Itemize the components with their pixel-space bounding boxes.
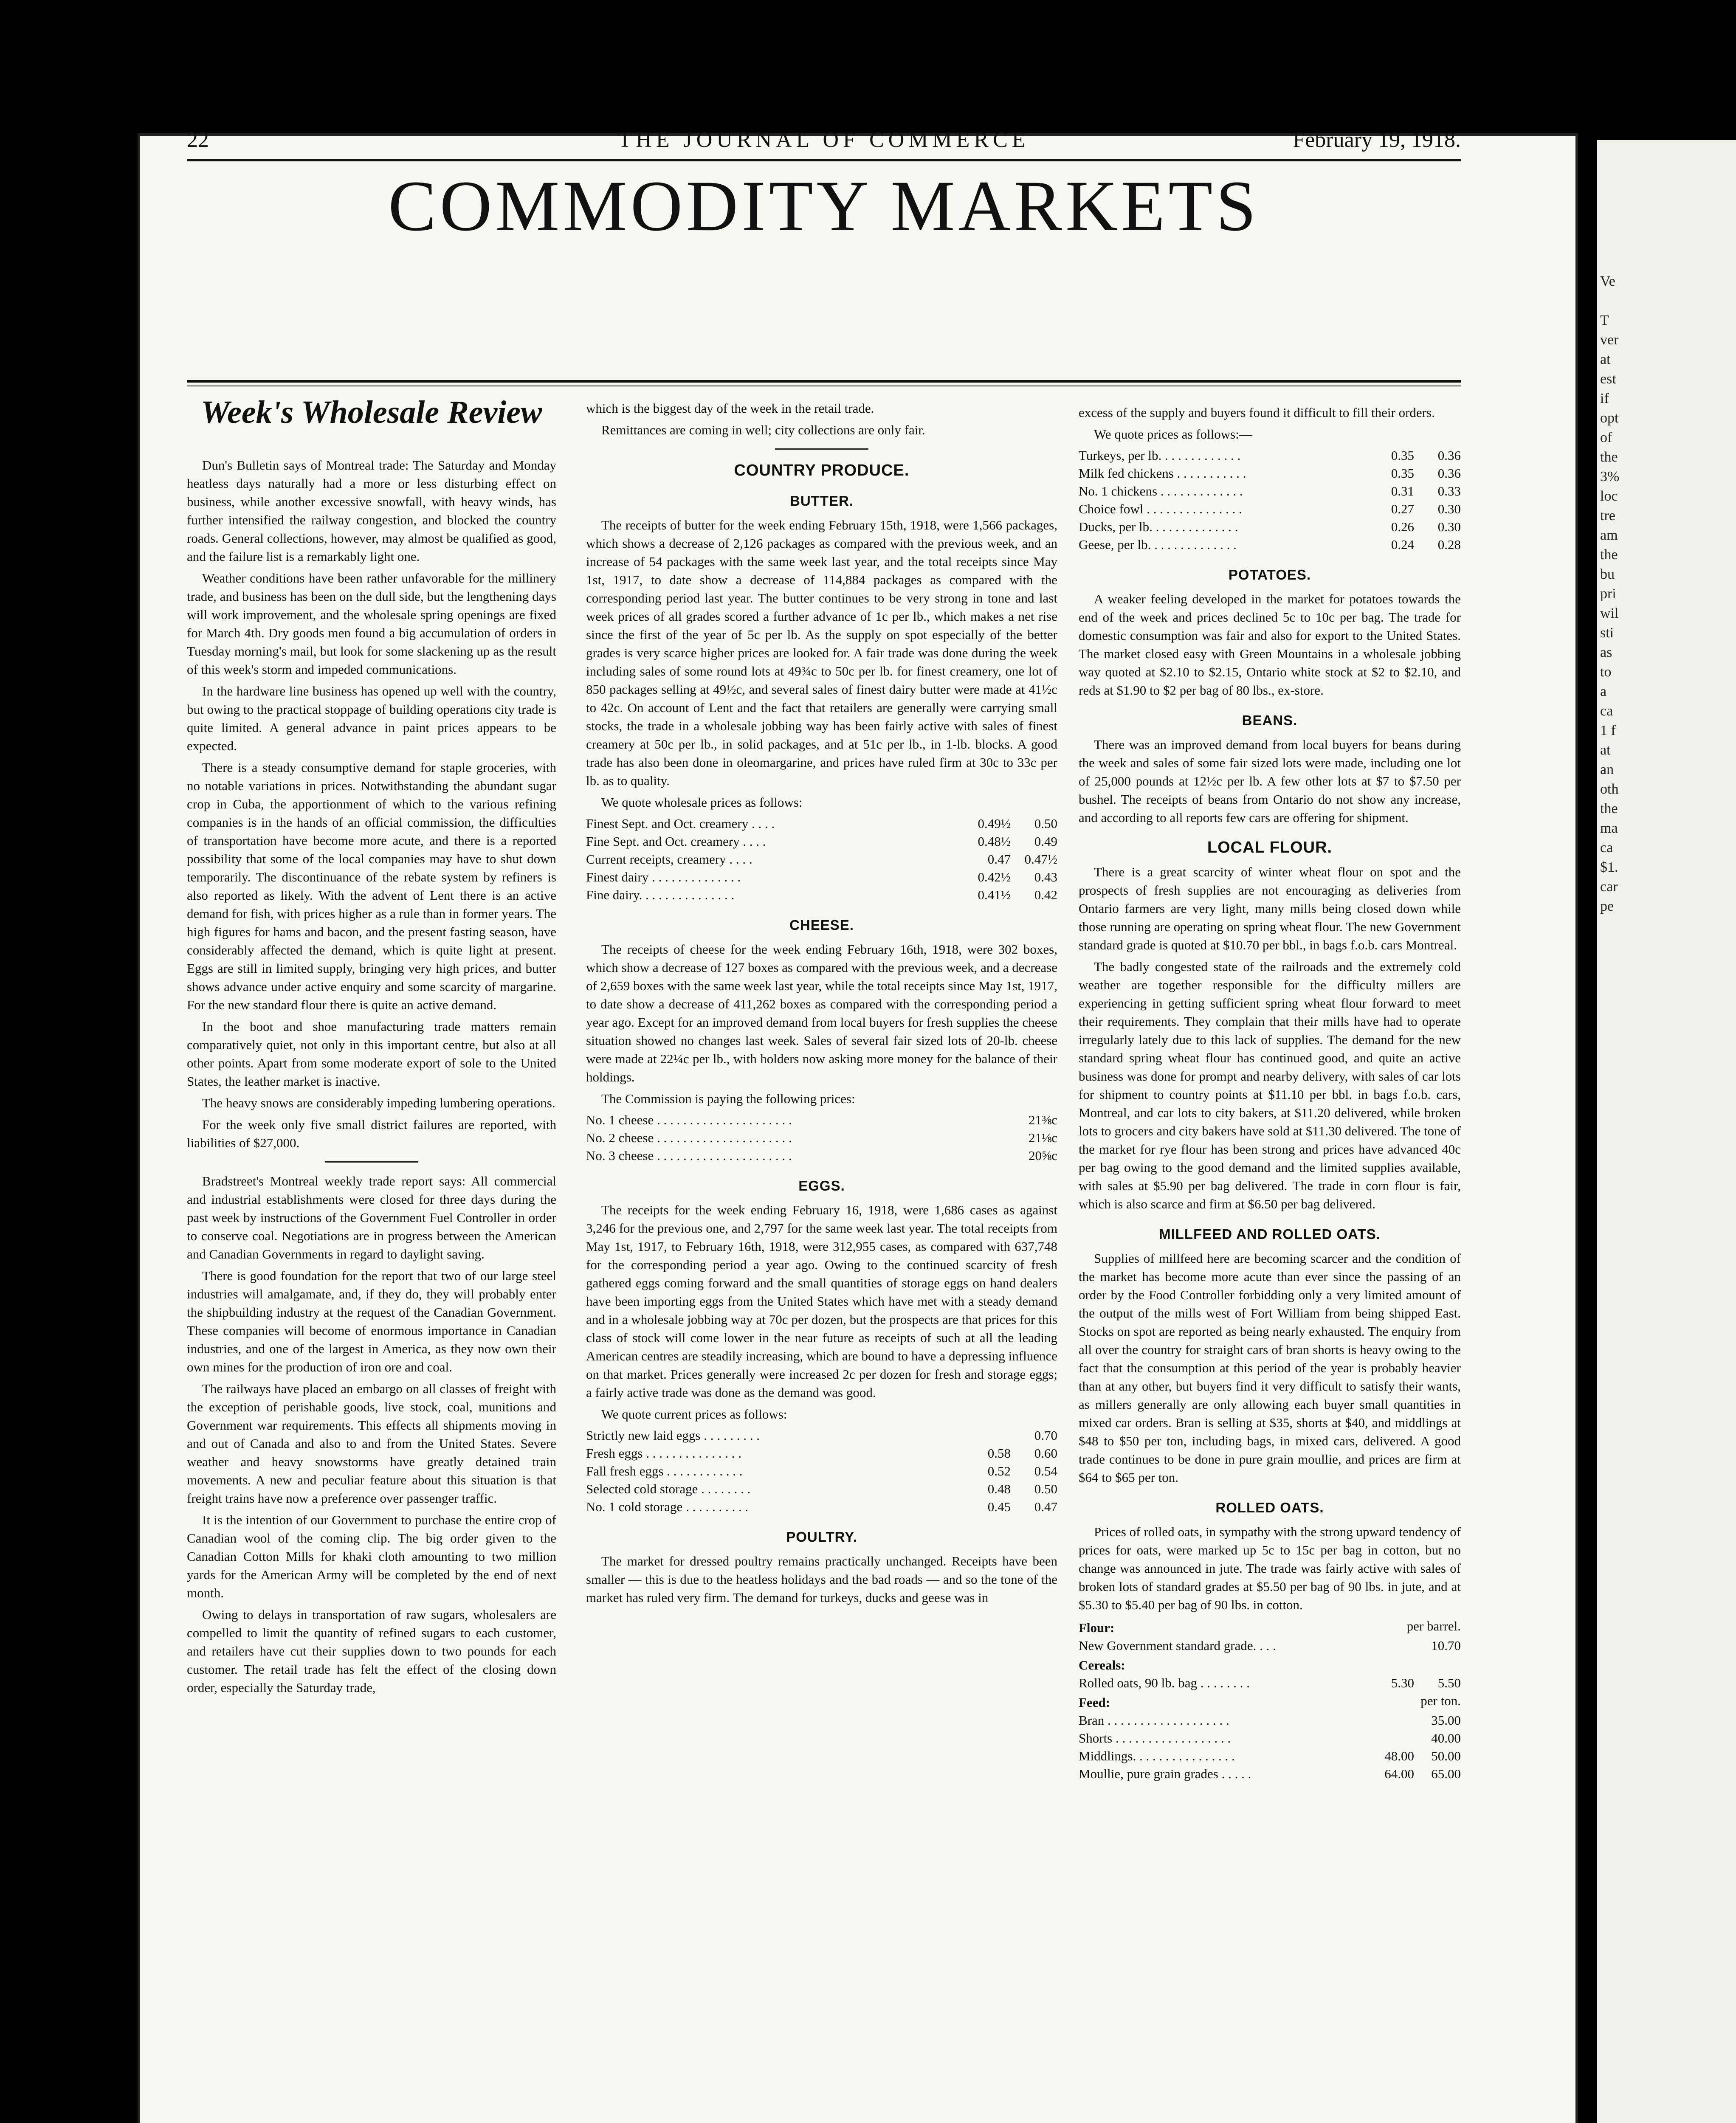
butter-quote: We quote wholesale prices as follows: — [601, 795, 803, 810]
price-item: Fine Sept. and Oct. creamery . . . . — [586, 834, 766, 849]
price-item: No. 2 cheese . . . . . . . . . . . . . . . . . . . . . — [586, 1130, 792, 1145]
flour-price: 10.70 — [1431, 1638, 1461, 1653]
cheese-quote: The Commission is paying the following prices: — [601, 1091, 855, 1106]
price-value: 0.50 — [1034, 816, 1057, 831]
paragraph: The railways have placed an embargo on all classes of freight with the exception of perishable goods, live stock, coal, munitions and Government war requirements. This effects all shipments moving in and out of Canada and also to and from the United States. Severe weather and heavy snowstorms have greatly detained train movements. A new and peculiar feature about this situation is that freight trains have now a preference over passenger traffic. — [187, 1381, 556, 1506]
price-row — [586, 1111, 1057, 1129]
page-number: 22 — [187, 128, 209, 152]
heading-butter: BUTTER. — [790, 493, 854, 509]
price-item: Strictly new laid eggs . . . . . . . . . — [586, 1428, 760, 1443]
bradstreet-paragraphs — [187, 1172, 556, 1697]
cereals-label-row — [1079, 1655, 1461, 1674]
eggs-price-table — [586, 1427, 1057, 1516]
price-value: 20⅝c — [1028, 1148, 1057, 1163]
price-value: 65.00 — [1431, 1766, 1461, 1781]
price-value: 50.00 — [1431, 1749, 1461, 1763]
column-wholesale-review — [187, 395, 556, 1700]
price-row — [586, 1444, 1057, 1462]
paragraph: In the boot and shoe manufacturing trade matters remain comparatively quiet, not only in this important centre, but also at all other points. Apart from some moderate export of sole to the United States, the leather market is inactive. — [187, 1019, 556, 1089]
price-value: 0.36 — [1437, 448, 1461, 463]
paragraph: The heavy snows are considerably impeding lumbering operations. — [202, 1095, 555, 1110]
page-title: COMMODITY MARKETS — [388, 166, 1260, 246]
cereals-low: 5.30 — [1391, 1675, 1414, 1690]
price-row — [586, 1129, 1057, 1147]
price-row — [586, 850, 1057, 868]
price-value: 21⅜c — [1028, 1112, 1057, 1127]
price-value: 48.00 — [1384, 1749, 1414, 1763]
heading-rolled-oats: ROLLED OATS. — [1215, 1500, 1324, 1515]
flour-label: Flour: — [1079, 1620, 1115, 1635]
poultry-continued: excess of the supply and buyers found it difficult to fill their orders. — [1079, 405, 1435, 420]
price-value: 64.00 — [1384, 1766, 1414, 1781]
price-row — [586, 1480, 1057, 1498]
poultry-quote: We quote prices as follows:— — [1094, 427, 1252, 442]
price-row — [1079, 1729, 1461, 1747]
rolled-oats-text: Prices of rolled oats, in sympathy with the strong upward tendency of prices for oats, were marked up 5c to 15c per bag in cotton, but no change was announced in jute. The trade was fairly active with sales of broken lots of standard grades at $5.50 per bag of 90 lbs. in jute, and at $5.30 to $5.40 per bag of 90 lbs. in cotton. — [1079, 1524, 1461, 1612]
price-row — [1079, 447, 1461, 465]
heading-local-flour: LOCAL FLOUR. — [1207, 839, 1333, 856]
price-value: 0.26 — [1391, 519, 1414, 534]
paragraph: Bradstreet's Montreal weekly trade report says: All commercial and industrial establishments were closed for three days during the past week by instructions of the Government Fuel Controller in order to conserve coal. Negotiations are in progress between the American and Canadian Governments in regard to daylight saving. — [187, 1173, 556, 1261]
price-item: No. 1 cold storage . . . . . . . . . . — [586, 1499, 749, 1514]
price-value: 40.00 — [1431, 1731, 1461, 1746]
price-row — [586, 1427, 1057, 1444]
title-rule-top — [187, 380, 1461, 383]
price-value: 0.48½ — [978, 834, 1011, 849]
paragraph: There is good foundation for the report that two of our large steel industries will amalgamate, and, if they do, they will probably enter the shipbuilding industry at the request of the Canadian Government. These companies will become of enormous importance in Canadian industries, and one of the largest in America, as they now own their own mines for the production of iron ore and coal. — [187, 1268, 556, 1374]
adjacent-page-text: Ve T ver at est if opt of the 3% loc tre am the bu pri wil sti as to a ca 1 f at an oth the ma ca $1. car pe — [1600, 273, 1620, 914]
price-item: Fall fresh eggs . . . . . . . . . . . . — [586, 1464, 743, 1478]
price-value: 0.47 — [1034, 1499, 1057, 1514]
price-value: 0.36 — [1437, 466, 1461, 481]
potatoes-text: A weaker feeling developed in the market for potatoes towards the end of the week and prices declined 5c to 10c per bag. The trade for domestic consumption was fair and also for export to the United States. The market closed easy with Green Mountains in a wholesale jobbing way quoted at $2.10 to $2.15, Ontario white stock at $2 to $2.10, and reds at $1.90 to $2 per bag of 80 lbs., ex-store. — [1079, 591, 1461, 698]
price-item: Middlings. . . . . . . . . . . . . . . . — [1079, 1749, 1235, 1763]
cereals-label: Cereals: — [1079, 1658, 1125, 1672]
price-item: Shorts . . . . . . . . . . . . . . . . . . — [1079, 1731, 1231, 1746]
price-value: 0.42½ — [978, 870, 1011, 884]
price-value: 0.31 — [1391, 484, 1414, 498]
price-value: 0.54 — [1034, 1464, 1057, 1478]
price-row — [586, 815, 1057, 833]
price-value: 0.58 — [987, 1446, 1011, 1461]
price-value: 0.52 — [987, 1464, 1011, 1478]
price-item: Geese, per lb. . . . . . . . . . . . . . — [1079, 537, 1237, 552]
heading-poultry: POULTRY. — [786, 1529, 857, 1545]
price-item: Finest dairy . . . . . . . . . . . . . . — [586, 870, 741, 884]
heading-potatoes: POTATOES. — [1228, 567, 1311, 583]
heading-millfeed: MILLFEED AND ROLLED OATS. — [1159, 1226, 1381, 1242]
feed-label: Feed: — [1079, 1695, 1110, 1710]
price-value — [964, 1427, 1011, 1444]
price-row — [1079, 1765, 1461, 1783]
price-item: No. 3 cheese . . . . . . . . . . . . . . . . . . . . . — [586, 1148, 792, 1163]
price-row — [586, 1462, 1057, 1480]
price-row — [1079, 536, 1461, 554]
eggs-quote: We quote current prices as follows: — [601, 1407, 787, 1422]
price-value: 0.47½ — [1024, 852, 1057, 867]
cereals-high: 5.50 — [1437, 1675, 1461, 1690]
feed-label-row — [1079, 1692, 1461, 1712]
price-row — [1079, 518, 1461, 536]
price-item: No. 1 cheese . . . . . . . . . . . . . . . . . . . . . — [586, 1112, 792, 1127]
paragraph: For the week only five small district failures are reported, with liabilities of $27,000. — [187, 1117, 556, 1150]
price-value: 0.30 — [1437, 519, 1461, 534]
price-value: 0.41½ — [978, 887, 1011, 902]
price-value: 0.70 — [1034, 1428, 1057, 1443]
price-item: Finest Sept. and Oct. creamery . . . . — [586, 816, 775, 831]
flour-unit: per barrel. — [1406, 1619, 1461, 1633]
poultry-text: The market for dressed poultry remains practically unchanged. Receipts have been smaller — this is due to the heatless holidays and the bad roads — and so the tone of the market has ruled very firm. The demand for turkeys, ducks and geese was in — [586, 1554, 1057, 1605]
price-value: 0.24 — [1391, 537, 1414, 552]
feed-price-table — [1079, 1712, 1461, 1783]
price-row — [586, 868, 1057, 886]
price-value: 0.35 — [1391, 466, 1414, 481]
heading-beans: BEANS. — [1242, 712, 1298, 728]
price-value: 0.43 — [1034, 870, 1057, 884]
issue-date: February 19, 1918. — [1293, 128, 1461, 152]
paragraph: In the hardware line business has opened up well with the country, but owing to the practical stoppage of building operations city trade is quite limited. A general advance in paint prices appears to be expected. — [187, 683, 556, 753]
price-item: Choice fowl . . . . . . . . . . . . . . . — [1079, 501, 1242, 516]
paragraph: Dun's Bulletin says of Montreal trade: The Saturday and Monday heatless days naturally had a more or less disturbing effect on business, while another excessive snowfall, with heavy winds, has further intensified the railway congestion, and blocked the country roads. General collections, however, may almost be qualified as good, and the failure list is a remarkably light one. — [187, 457, 556, 564]
price-item: Fresh eggs . . . . . . . . . . . . . . . — [586, 1446, 741, 1461]
paragraph: There is a steady consumptive demand for staple groceries, with no notable variations in prices. Notwithstanding the abundant sugar crop in Cuba, the apportionment of which to the various refining companies is in the hands of an official commission, the difficulties of transportation have become more acute, and there is a reported possibility that some of the local companies may have to shut down temporarily. The discontinuance of the rebate system by refiners is also reported as likely. With the advent of Lent there is an active demand for fish, with prices higher as a rule than in former years. The high figures for hams and bacon, and the present fasting season, have considerably affected the demand, which is quite light at present. Eggs are still in limited supply, bringing very high prices, and butter shows advance under active enquiry and some scarcity of margarine. For the new standard flour there is quite an active demand. — [187, 760, 556, 1012]
flour-price-row — [1079, 1637, 1461, 1655]
journal-name: THE JOURNAL OF COMMERCE — [618, 128, 1030, 152]
price-value: 0.60 — [1034, 1446, 1057, 1461]
paragraph: Owing to delays in transportation of raw sugars, wholesalers are compelled to limit the quantity of refined sugars to each customer, and retailers have cut their supplies down to two pounds for each customer. The retail trade has felt the effect of the closing down order, especially the Saturday trade, — [187, 1607, 556, 1695]
section-heading-wholesale-review: Week's Wholesale Review — [201, 394, 542, 430]
feed-unit: per ton. — [1420, 1693, 1461, 1708]
flour-text-1: There is a great scarcity of winter wheat flour on spot and the prospects of fresh supplies are not encouraging as deliveries from Ontario farmers are very light, many mills being closed down while those running are operating on spring wheat flour. The new Government standard grade is quoted at $10.70 per bbl., in bags f.o.b. cars Montreal. — [1079, 864, 1461, 952]
header-rule — [187, 159, 1461, 161]
cereals-price-row — [1079, 1674, 1461, 1692]
section-heading-country-produce: COUNTRY PRODUCE. — [734, 462, 910, 479]
price-row — [586, 833, 1057, 850]
review-paragraphs — [187, 456, 556, 1152]
beans-text: There was an improved demand from local buyers for beans during the week and sales of some fair sized lots were made, including one lot of 25,000 pounds at 12½c per lb. A few other lots at $7 to $7.50 per bushel. The receipts of beans from Ontario do not show any increase, and according to all reports few cars are offering for shipment. — [1079, 737, 1461, 825]
butter-text: The receipts of butter for the week ending February 15th, 1918, were 1,566 packages, which shows a decrease of 2,126 packages as compared with the previous week, and an increase of 54 packages with the same week last year, and the total receipts since May 1st, 1917, to date show a decrease of 114,884 packages as compared with the corresponding period last year. The butter continues to be very strong in tone and last week prices of all grades scored a further advance of 1c per lb., which makes a net rise since the first of the year of 5c per lb. As the supply on spot especially of the better grades is very scarce higher prices are looked for. A fair trade was done during the week including sales of some round lots at 49¾c to 50c per lb. for finest creamery, one lot of 850 packages selling at 49½c, and several sales of finest dairy butter were made at 41½c to 42c. On account of Lent and the fact that retailers are generally were carrying small stocks, the trade in a wholesale jobbing way has been fairly active with sales of finest creamery at 50c per lb., in solid packages, and at 51c per lb., in 1-lb. blocks. A good trade has also been done in oleomargarine, and prices have ruled firm at 30c to 33c per lb. as to quality. — [586, 518, 1057, 788]
intro-line-2: Remittances are coming in well; city collections are only fair. — [601, 422, 925, 437]
intro-line-1: which is the biggest day of the week in the retail trade. — [586, 401, 874, 416]
price-row — [1079, 1712, 1461, 1729]
price-value: 0.33 — [1437, 484, 1461, 498]
heading-cheese: CHEESE. — [789, 917, 854, 933]
price-value: 0.49 — [1034, 834, 1057, 849]
price-item: Bran . . . . . . . . . . . . . . . . . . . — [1079, 1713, 1229, 1728]
price-item: Current receipts, creamery . . . . — [586, 852, 752, 867]
page-header — [187, 127, 1461, 153]
price-value: 0.27 — [1391, 501, 1414, 516]
price-row — [586, 1498, 1057, 1516]
poultry-price-table — [1079, 447, 1461, 554]
price-item: No. 1 chickens . . . . . . . . . . . . . — [1079, 484, 1243, 498]
price-row — [1079, 465, 1461, 482]
column-markets-continued — [1079, 403, 1461, 1783]
price-value: 21⅛c — [1028, 1130, 1057, 1145]
cheese-price-table — [586, 1111, 1057, 1165]
price-value: 0.35 — [1391, 448, 1414, 463]
price-value: 0.50 — [1034, 1481, 1057, 1496]
price-item: Selected cold storage . . . . . . . . — [586, 1481, 751, 1496]
butter-price-table — [586, 815, 1057, 904]
price-value: 35.00 — [1431, 1713, 1461, 1728]
cereals-item: Rolled oats, 90 lb. bag . . . . . . . . — [1079, 1675, 1250, 1690]
price-value: 0.45 — [987, 1499, 1011, 1514]
price-value: 0.47 — [987, 852, 1011, 867]
price-item: Fine dairy. . . . . . . . . . . . . . . — [586, 887, 735, 902]
price-row — [586, 886, 1057, 904]
price-value — [1367, 1729, 1414, 1747]
paragraph: Weather conditions have been rather unfavorable for the millinery trade, and business has been on the dull side, but the lengthening days will work improvement, and the wholesale spring openings are fixed for March 4th. Dry goods men found a big accumulation of orders in Tuesday morning's mail, but look for some slackening up as the result of this week's storm and impeded communications. — [187, 570, 556, 677]
price-item: Turkeys, per lb. . . . . . . . . . . . . — [1079, 448, 1241, 463]
price-value — [1367, 1712, 1414, 1729]
flour-item: New Government standard grade. . . . — [1079, 1638, 1276, 1653]
price-item: Milk fed chickens . . . . . . . . . . . — [1079, 466, 1246, 481]
column-country-produce — [586, 399, 1057, 1610]
cheese-text: The receipts of cheese for the week ending February 16th, 1918, were 302 boxes, which show a decrease of 127 boxes as compared with the previous week, and a decrease of 2,659 boxes with the same week last year, while the total receipts since May 1st, 1917, to date show a decrease of 411,262 boxes as compared with the corresponding period a year ago. Except for an improved demand from local buyers for fresh supplies the cheese situation showed no changes last week. Sales of several fair sized lots of 20-lb. cheese were made at 22¼c per lb., with holders now asking more money for the balance of their holdings. — [586, 942, 1057, 1084]
price-value: 0.42 — [1034, 887, 1057, 902]
flour-text-2: The badly congested state of the railroads and the extremely cold weather are together responsible for the difficulty millers are experiencing in getting sufficient spring wheat flour forward to meet their requirements. They complain that their mills have had to operate irregularly lately due to this lack of supplies. The demand for the new standard spring wheat flour has continued good, and quite an active business was done for prompt and nearby delivery, with sales of car lots for shipment to country points at $11.10 per bbl. in bags f.o.b. cars, Montreal, and car lots to city bakers, at $11.20 delivered, while broken lots to grocers and city bakers have sold at $11.30 delivered. The tone of the market for rye flour has been strong and prices have advanced 40c per bag owing to the good demand and the limited supplies available, with sales at $5.90 per bag delivered. The trade in corn flour is fair, which is also scarce and firm at $6.50 per bag delivered. — [1079, 959, 1461, 1211]
heading-eggs: EGGS. — [798, 1178, 845, 1194]
paragraph: It is the intention of our Government to purchase the entire crop of Canadian wool of the coming clip. The big order given to the Canadian Cotton Mills for khaki cloth amounting to two million yards for the American Army will be completed by the end of next month. — [187, 1512, 556, 1600]
divider — [325, 1161, 418, 1163]
millfeed-text: Supplies of millfeed here are becoming scarcer and the condition of the market has become more acute than ever since the passing of an order by the Food Controller forbidding only a very limited amount of the output of the mills west of Fort William from being shipped East. Stocks on spot are reported as being nearly exhausted. The enquiry from all over the country for straight cars of bran shorts is heavy owing to the fact that the consumption at this period of the year is probably heavier than at any other, but buyers find it very difficult to satisfy their wants, as millers generally are only allowing each buyer small quantities in mixed car orders. Bran is selling at $35, shorts at $40, and middlings at $48 to $50 per ton, including bags, in mixed cars, delivered. A good trade continues to be done in pure grain moullie, and prices are firm at $64 to $65 per ton. — [1079, 1251, 1461, 1485]
price-value: 0.48 — [987, 1481, 1011, 1496]
price-row — [1079, 1747, 1461, 1765]
divider — [775, 448, 868, 450]
price-row — [1079, 500, 1461, 518]
price-value: 0.28 — [1437, 537, 1461, 552]
price-row — [1079, 482, 1461, 500]
price-item: Moullie, pure grain grades . . . . . — [1079, 1766, 1251, 1781]
price-value: 0.49½ — [978, 816, 1011, 831]
price-item: Ducks, per lb. . . . . . . . . . . . . . — [1079, 519, 1238, 534]
price-row — [586, 1147, 1057, 1165]
flour-label-row — [1079, 1617, 1461, 1637]
eggs-text: The receipts for the week ending February 16, 1918, were 1,686 cases as against 3,246 for the previous one, and 2,797 for the same week last year. The total receipts from May 1st, 1917, to February 16th, 1918, were 312,955 cases, as compared with 637,748 for the corresponding period a year ago. Owing to the continued scarcity of fresh gathered eggs coming forward and the small quantities of storage eggs on hand dealers have been importing eggs from the United States which have met with a steady demand and in a wholesale jobbing way at 70c per dozen, but the prospects are that prices for this class of stock will come lower in the near future as receipts of such at all the leading American centres are steadily increasing, which are bound to have a depressing influence on that market. Prices generally were increased 2c per dozen for fresh and storage eggs; a fairly active trade was done as the demand was good. — [586, 1202, 1057, 1400]
price-value: 0.30 — [1437, 501, 1461, 516]
